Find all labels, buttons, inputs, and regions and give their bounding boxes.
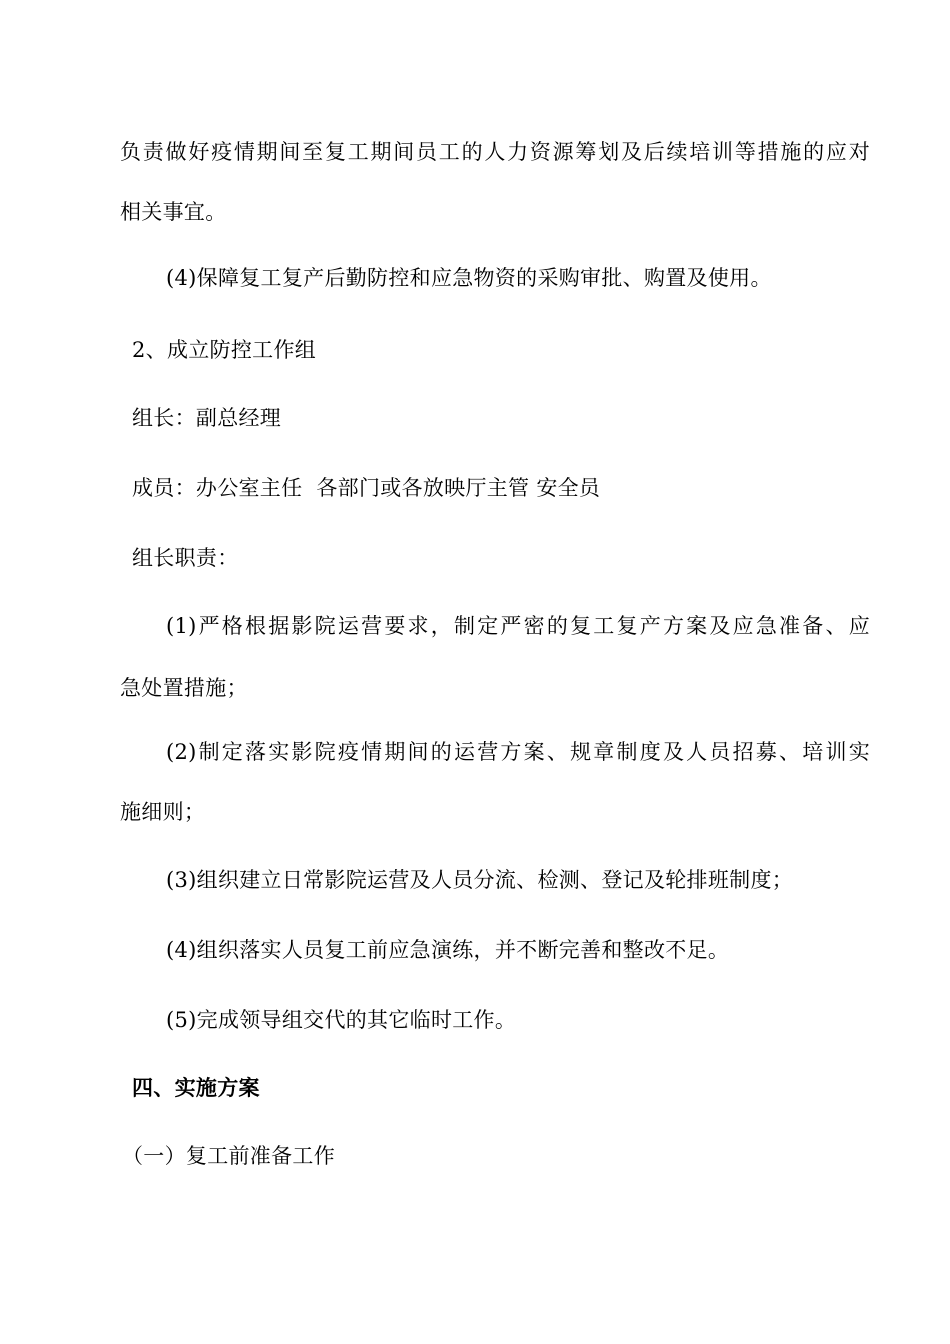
duty-1-line2: 急处置措施； [120, 676, 248, 700]
section-heading-control-team: 2、成立防控工作组 [132, 338, 317, 362]
section-heading-implementation-plan: 四、实施方案 [132, 1075, 260, 1100]
duty-5: (5)完成领导组交代的其它临时工作。 [166, 1008, 517, 1032]
team-members-line: 成员：办公室主任 各部门或各放映厅主管 安全员 [132, 476, 601, 500]
duty-3: (3)组织建立日常影院运营及人员分流、检测、登记及轮排班制度； [166, 868, 794, 892]
duty-2-line1: (2)制定落实影院疫情期间的运营方案、规章制度及人员招募、培训实 [166, 740, 870, 764]
paragraph-hr-planning-line2: 相关事宜。 [120, 200, 227, 224]
leader-duties-label: 组长职责： [132, 546, 239, 570]
team-leader-line: 组长：副总经理 [132, 406, 282, 430]
duty-2-line2: 施细则； [120, 800, 206, 824]
subsection-heading-preparation: （一）复工前准备工作 [122, 1144, 335, 1168]
paragraph-hr-planning-line1: 负责做好疫情期间至复工期间员工的人力资源筹划及后续培训等措施的应对 [120, 140, 870, 164]
duty-1-line1: (1)严格根据影院运营要求，制定严密的复工复产方案及应急准备、应 [166, 614, 870, 638]
item-logistics-procurement: (4)保障复工复产后勤防控和应急物资的采购审批、购置及使用。 [166, 266, 772, 290]
duty-4: (4)组织落实人员复工前应急演练，并不断完善和整改不足。 [166, 938, 730, 962]
